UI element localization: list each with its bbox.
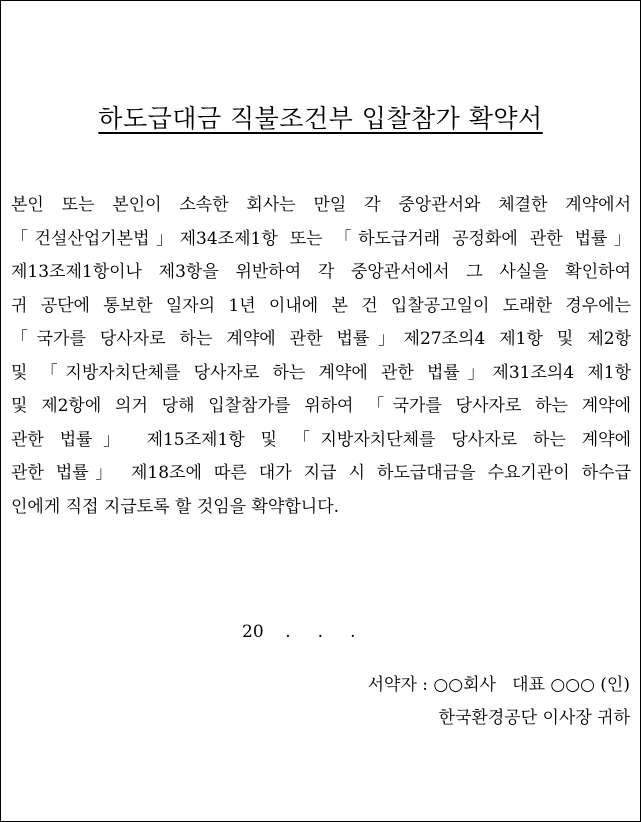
body-line-7: 및 제2항에 의거 당해 입찰참가를 위하여 「국가를 당사자로 하는 계약에: [11, 396, 631, 416]
body-line-3: 제13조제1항이나 제3항을 위반하여 각 중앙관서에서 그 사실을 확인하여: [11, 262, 631, 282]
document-title-container: [1, 104, 640, 134]
body-line-9: 관한 법률」 제18조에 따른 대가 지급 시 하도급대금을 수요기관이 하수급: [11, 463, 631, 483]
body-line-4: 귀 공단에 통보한 일자의 1년 이내에 본 건 입찰공고일이 도래한 경우에는: [11, 295, 631, 316]
body-line-8: 관한 법률」 제15조제1항 및 「지방자치단체를 당사자로 하는 계약에: [11, 429, 631, 450]
signer-line: 서약자 : ○○회사 대표 ○○○ (인): [367, 675, 630, 695]
body-line-1: 본인 또는 본인이 소속한 회사는 만일 각 중앙관서와 체결한 계약에서: [11, 195, 631, 215]
pledge-body: [11, 189, 631, 524]
body-line-5: 「국가를 당사자로 하는 계약에 관한 법률」제27조의4 제1항 및 제2항: [11, 329, 631, 349]
document-title: 하도급대금 직불조건부 입찰참가 확약서: [98, 104, 543, 133]
addressee-line: 한국환경공단 이사장 귀하: [438, 708, 630, 728]
body-line-10: 인에게 직접 지급토록 할 것임을 확약합니다.: [11, 496, 340, 517]
body-line-2: 「건설산업기본법」제34조제1항 또는 「하도급거래 공정화에 관한 법률」: [11, 228, 631, 249]
date-line: 20 . . .: [242, 622, 356, 642]
body-line-6: 및 「지방자치단체를 당사자로 하는 계약에 관한 법률」제31조의4 제1항: [11, 362, 631, 383]
